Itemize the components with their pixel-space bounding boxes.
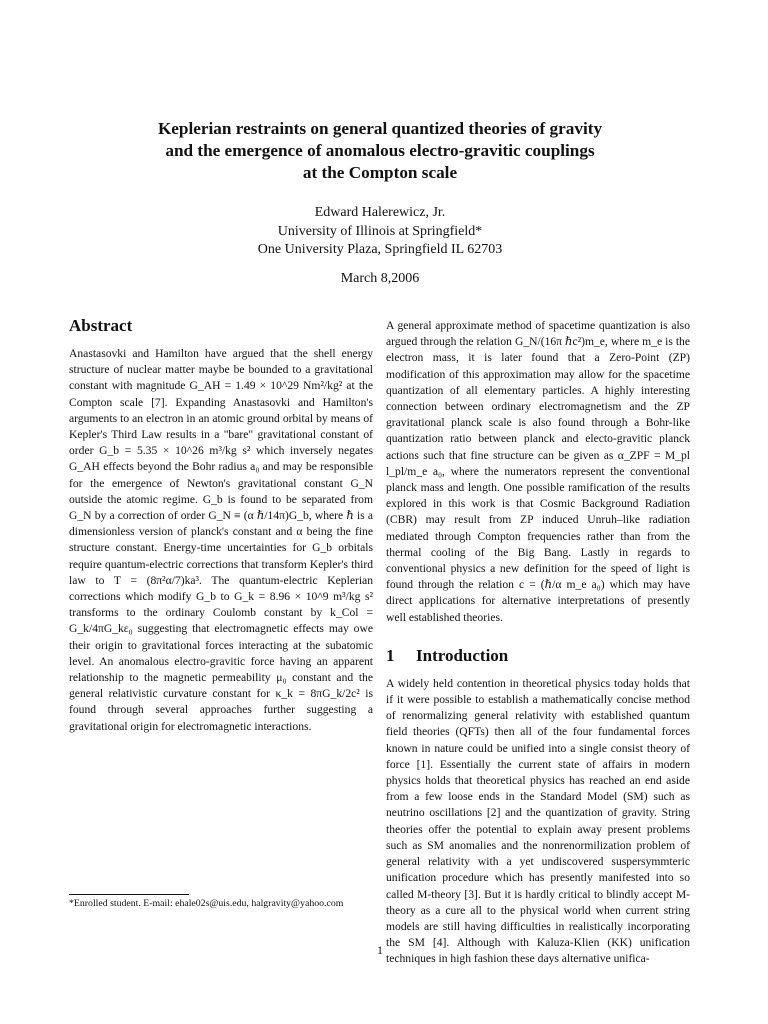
abstract-paragraph-2: A general approximate method of spacetime quantization is also argued through the relation G_N/(16π ℏc²)m_e, where m_e is the electron mass, it is later found that a Zero-Point (ZP) modification of this approximation may allow for the spacetime quantization of all elementary particles. A highly interesting connection between ordinary electromagnetism and the ZP gravitational planck scale is also found through a Bohr-like quantization ratio between planck and electo-gravitic planck actions such that fine structure can be given as α_ZPF = M_pl l_pl/m_e a₀, where the numerators represent the conventional planck mass and length. One possible ramification of the results explored in this work is that Cosmic Background Radiation (CBR) may result from ZP induced Unruh–like radiation mediated through Compton frequencies rather than from the thermal cooling of the Big Bang. Lastly in regards to conventional physics a new definition for the speed of light is found through the relation c = (ℏ/α m_e a₀) which may have direct applications for alternative interpretations of presently well established theories. xyxy=(386,319,690,624)
title-line-2: and the emergence of anomalous electro-gravitic couplings xyxy=(165,141,595,160)
introduction-paragraph-1: A widely held contention in theoretical physics today holds that if it were possible to establish a mathematically concise method of renormalizing general relativity with established quantum field theories (QFTs) then all of the four fundamental forces known in nature could be unified into a single consist theory of force [1]. Essentially the current state of affairs in modern physics holds that theoretical physics has reached an end aside from a few loose ends in the Standard Model (SM) such as neutrino oscillations [2] and the quantization of gravity. String theories offer the potential to explain away present problems such as SM anomalies and the nonrenormilization problem of general relativity with a yet undiscovered suspersymmteric unification procedure which has presently manifested into so called M-theory [3]. But it is hardly critical to blindly accept M-theory as a cure all to the physical world when current string models are still having difficulties in realistically incorporating the SM [4]. Although with Kaluza-Klien (KK) unification techniques in high fashion these days alternative unifica- xyxy=(386,676,690,966)
page-number: 1 xyxy=(377,943,383,957)
footnote-text: *Enrolled student. E-mail: ehale02s@uis.edu, halgravity@yahoo.com xyxy=(69,898,344,909)
author-name: Edward Halerewicz, Jr. xyxy=(314,205,446,220)
right-column xyxy=(386,318,690,968)
footnote xyxy=(69,894,373,911)
author-address: One University Plaza, Springfield IL 62703 xyxy=(257,242,503,257)
abstract-heading: Abstract xyxy=(69,316,133,335)
footnote-rule xyxy=(69,894,189,895)
left-column xyxy=(69,316,373,735)
paper-title xyxy=(100,118,660,184)
abstract-paragraph-1: Anastasovki and Hamilton have argued that the shell energy structure of nuclear matter maybe be bounded to a gravitational constant with magnitude G_AH = 1.49 × 10^29 Nm²/kg² at the Compton scale [7]. Expanding Anastasovki and Hamilton's arguments to an electron in an atomic ground orbital by means of Kepler's Third Law results in a "bare" gravitational constant of order G_b = 5.35 × 10^26 m³/kg s² which inversely negates G_AH effects beyond the Bohr radius a₀ and may be responsible for the emergence of Newton's gravitational constant G_N outside the atomic regime. G_b is found to be separated from G_N by a correction of order G_N ≡ (α ℏ/14π)G_b, where ℏ is a dimensionless version of planck's constant and α being the fine structure constant. Energy-time uncertainties for G_b orbitals require quantum-electric corrections that transform Kepler's third law to T = (8π²α/7)ka³. The quantum-electric Keplerian corrections which modify G_b to G_k = 8.96 × 10^9 m³/kg s² transforms to the ordinary Coulomb constant by k_Col = G_k/4πG_kε₀ suggesting that electromagnetic effects may owe their origin to gravitational forces interacting at the subatomic level. An anomalous electro-gravitic force having an apparent relationship to the magnetic permeability μ₀ constant and the general relativistic curvature constant for κ_k = 8πG_k/2c² is found through several approaches further suggesting a gravitational origin for electromagnetic interactions. xyxy=(69,347,373,733)
section-title: Introduction xyxy=(416,645,509,665)
title-line-3: at the Compton scale xyxy=(302,163,458,182)
paper-date: March 8,2006 xyxy=(340,271,420,286)
introduction-heading xyxy=(386,646,690,666)
author-affiliation: University of Illinois at Springfield* xyxy=(277,223,483,239)
author-block xyxy=(170,204,590,260)
section-number: 1 xyxy=(386,645,395,665)
title-line-1: Keplerian restraints on general quantized theories of gravity xyxy=(157,119,603,138)
